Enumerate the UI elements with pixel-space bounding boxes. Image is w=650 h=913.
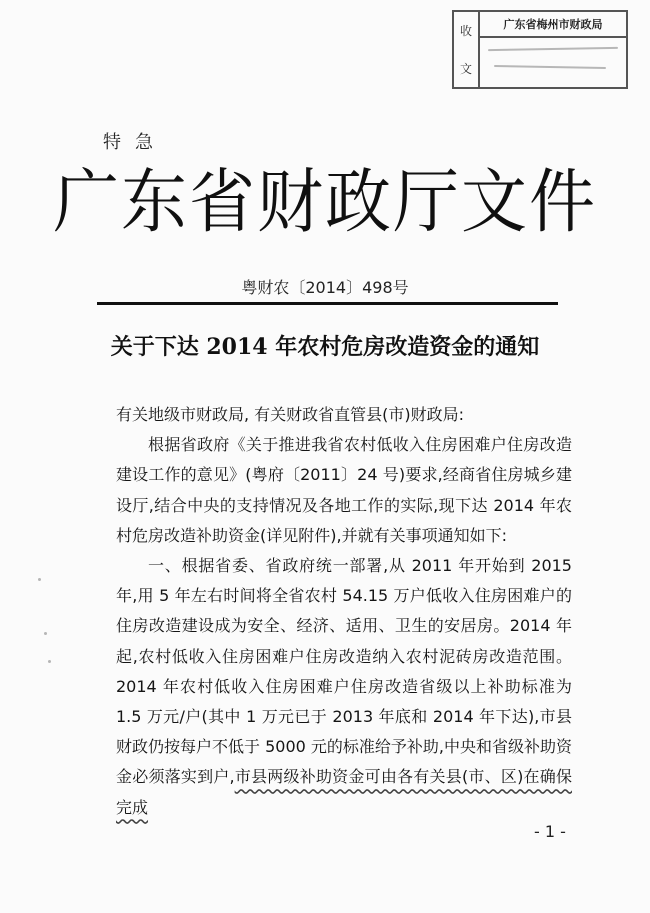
page-number: - 1 -: [534, 822, 566, 841]
scan-speck: [44, 632, 47, 635]
stamp-organization: 广东省梅州市财政局: [480, 12, 626, 38]
received-stamp: [452, 10, 628, 89]
underlined-text: 市县两级补助资金可由各有关县(市、区)在确保完成: [116, 767, 572, 817]
salutation: 有关地级市财政局, 有关财政省直管县(市)财政局:: [116, 405, 465, 424]
document-number: 粤财农〔2014〕498号: [241, 278, 409, 297]
stamp-label-char: 收: [459, 24, 472, 39]
handwritten-mark: [494, 65, 606, 69]
paragraph-text: 一、根据省委、省政府统一部署,从 2011 年开始到 2015 年,用 5 年左右时间将全省农村 54.15 万户低收入住房困难户的住房改造建设成为安全、经济、适用、卫生的安居房。2014 年起,农村低收入住房困难户住房改造纳入农村泥砖房改造范围。2014 年农村低收入住房困难户住房改造省级以上补助标准为 1.5 万元/户(其中 1 万元已于 2013 年底和 2014 年下达),市县财政仍按每户不低于 5000 元的标准给予补助,中央和省级补助资金必须落实到户,: [116, 556, 572, 787]
document-title: 关于下达 2014 年农村危房改造资金的通知: [110, 334, 540, 360]
document-masthead: 广东省财政厅文件: [53, 161, 597, 243]
header-divider: [97, 302, 558, 305]
stamp-label: [454, 12, 480, 87]
scan-speck: [48, 660, 51, 663]
stamp-label-char: 文: [459, 61, 472, 76]
body-paragraph: [116, 551, 572, 823]
document-body: [116, 400, 572, 823]
stamp-handwriting: [480, 38, 626, 87]
handwritten-mark: [488, 47, 618, 51]
body-paragraph: 根据省政府《关于推进我省农村低收入住房困难户住房改造建设工作的意见》(粤府〔2011〕24 号)要求,经商省住房城乡建设厅,结合中央的支持情况及各地工作的实际,现下达 2014 年农村危房改造补助资金(详见附件),并就有关事项通知如下:: [116, 435, 572, 545]
scan-speck: [38, 578, 41, 581]
urgency-label: 特急: [103, 132, 167, 153]
